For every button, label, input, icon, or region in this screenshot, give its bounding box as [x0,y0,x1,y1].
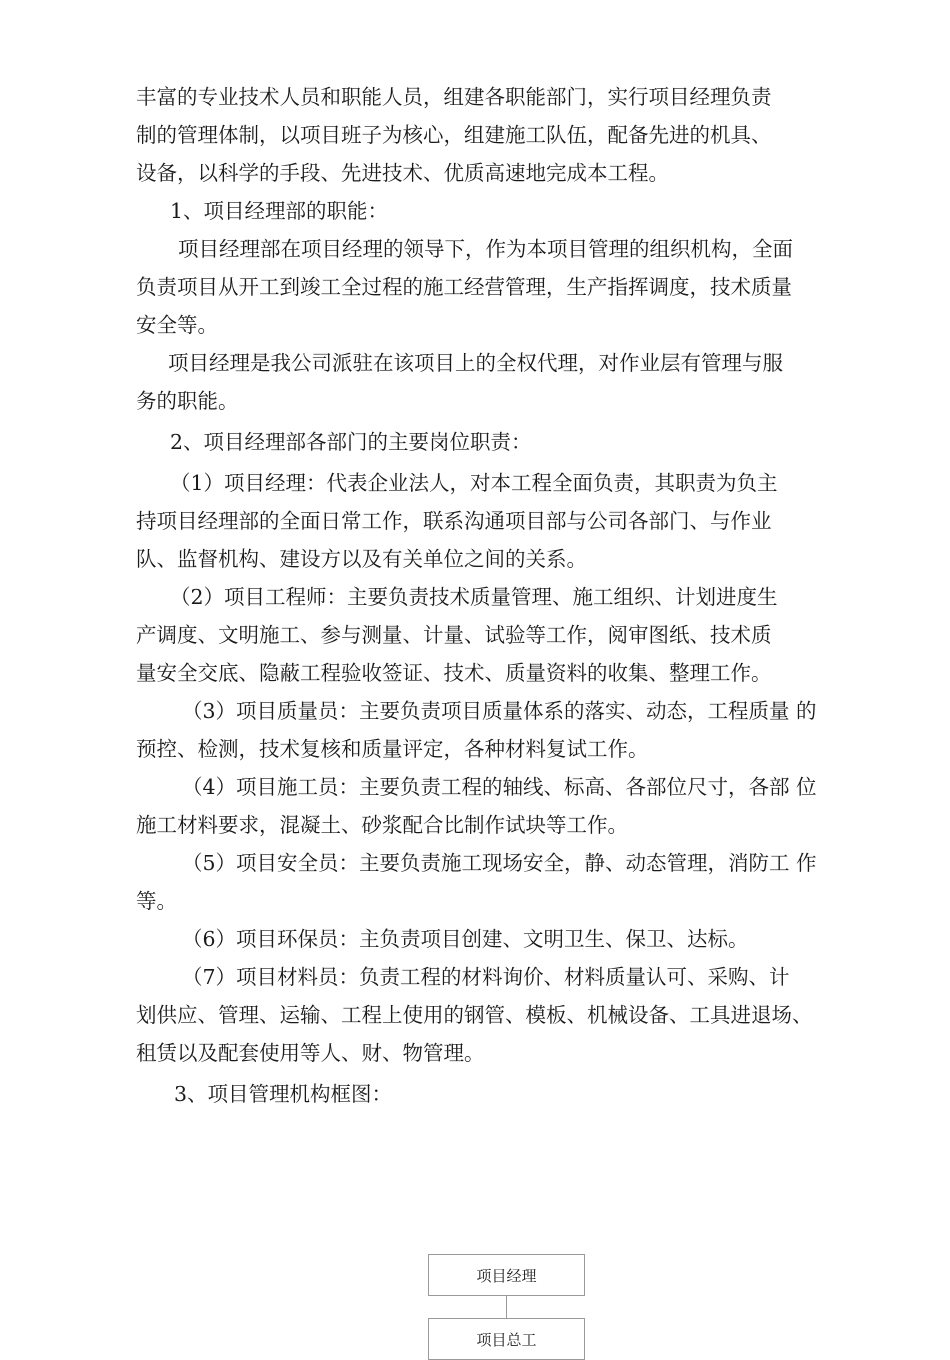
text-line: （1）项目经理：代表企业法人，对本工程全面负责，其职责为负主 [170,471,778,495]
text-line: 等。 [136,889,177,913]
section-heading: 1、项目经理部的职能： [170,199,389,223]
text-line: 安全等。 [136,313,218,337]
section-heading: 2、项目经理部各部门的主要岗位职责： [170,430,532,454]
text-line: 项目经理部在项目经理的领导下，作为本项目管理的组织机构，全面 [178,237,793,261]
org-node-project-manager: 项目经理 [428,1254,585,1296]
text-line: 量安全交底、隐蔽工程验收签证、技术、质量资料的收集、整理工作。 [136,661,772,685]
text-line: 务的职能。 [136,389,239,413]
text-line: （6）项目环保员：主负责项目创建、文明卫生、保卫、达标。 [182,927,749,951]
text-line: 制的管理体制，以项目班子为核心，组建施工队伍，配备先进的机具、 [136,123,772,147]
text-line: 负责项目从开工到竣工全过程的施工经营管理，生产指挥调度，技术质量 [136,275,792,299]
text-line: 划供应、管理、运输、工程上使用的钢管、模板、机械设备、工具进退场、 [136,1003,813,1027]
text-line: 产调度、文明施工、参与测量、计量、试验等工作，阅审图纸、技术质 [136,623,772,647]
text-line: 持项目经理部的全面日常工作，联系沟通项目部与公司各部门、与作业 [136,509,772,533]
text-line: （3）项目质量员：主要负责项目质量体系的落实、动态，工程质量 的 [182,699,817,723]
text-line: （5）项目安全员：主要负责施工现场安全，静、动态管理，消防工 作 [182,851,817,875]
text-line: （7）项目材料员：负责工程的材料询价、材料质量认可、采购、计 [182,965,790,989]
text-line: 队、监督机构、建设方以及有关单位之间的关系。 [136,547,587,571]
text-line: 施工材料要求，混凝土、砂浆配合比制作试块等工作。 [136,813,628,837]
text-line: 预控、检测，技术复核和质量评定，各种材料复试工作。 [136,737,649,761]
org-connector [506,1296,507,1318]
text-line: 租赁以及配套使用等人、财、物管理。 [136,1041,485,1065]
section-heading: 3、项目管理机构框图： [174,1082,393,1106]
text-line: 丰富的专业技术人员和职能人员，组建各职能部门，实行项目经理负责 [136,85,772,109]
org-node-chief-engineer: 项目总工 [428,1318,585,1360]
text-line: （4）项目施工员：主要负责工程的轴线、标高、各部位尺寸，各部 位 [182,775,817,799]
text-line: 设备，以科学的手段、先进技术、优质高速地完成本工程。 [136,161,669,185]
text-line: （2）项目工程师：主要负责技术质量管理、施工组织、计划进度生 [170,585,778,609]
text-line: 项目经理是我公司派驻在该项目上的全权代理，对作业层有管理与服 [168,351,783,375]
